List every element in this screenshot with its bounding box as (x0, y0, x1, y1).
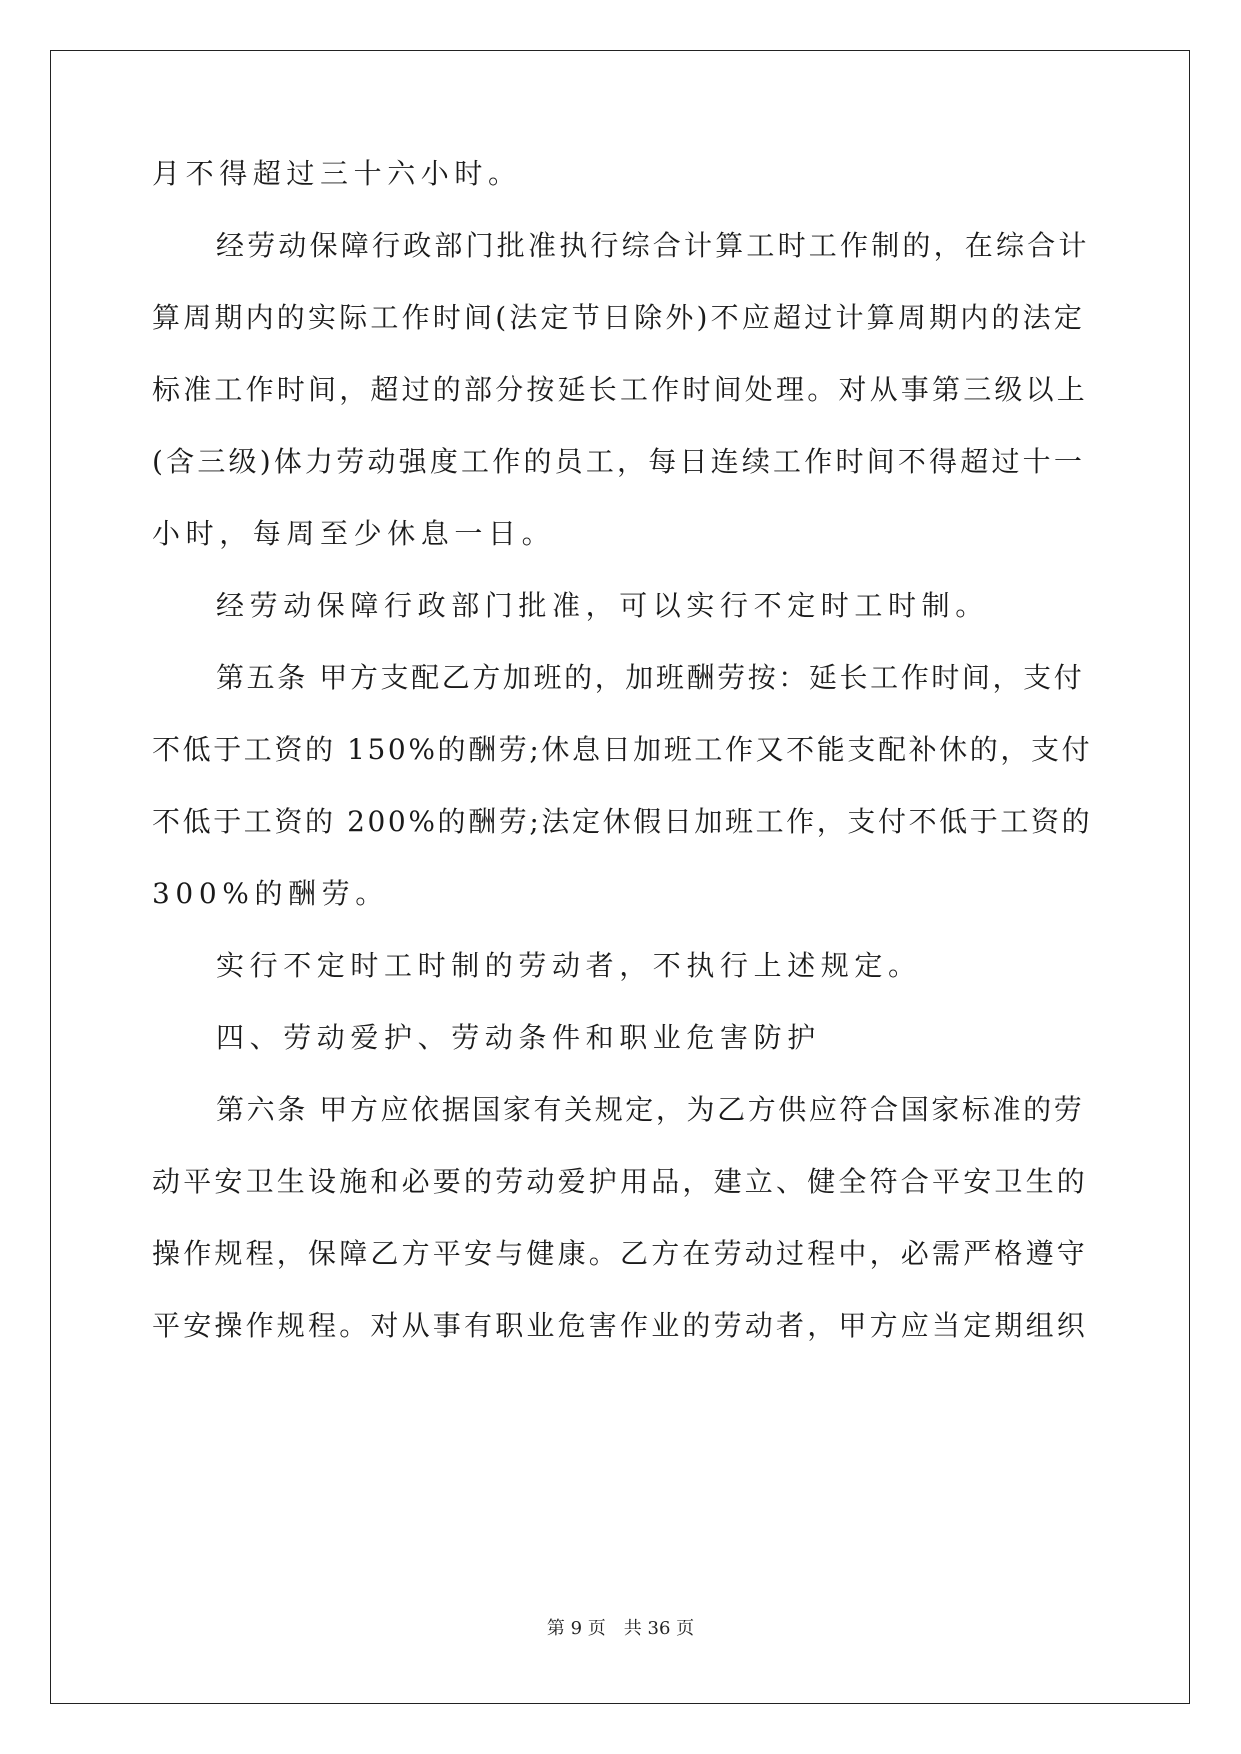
text-line: 第五条 甲方支配乙方加班的，加班酬劳按：延长工作时间，支付 (216, 661, 1085, 694)
text-line: 动平安卫生设施和必要的劳动爱护用品，建立、健全符合平安卫生的 (152, 1165, 1089, 1198)
text-line: 不低于工资的 150%的酬劳;休息日加班工作又不能支配补休的，支付 (152, 733, 1093, 766)
text-line: 300%的酬劳。 (152, 877, 389, 910)
page-number: 第 9 页 (546, 1618, 606, 1639)
text-line: 第六条 甲方应依据国家有关规定，为乙方供应符合国家标准的劳 (216, 1093, 1085, 1126)
text-line: 算周期内的实际工作时间(法定节日除外)不应超过计算周期内的法定 (152, 301, 1086, 334)
text-line: 实行不定时工时制的劳动者，不执行上述规定。 (216, 949, 922, 982)
text-line: 经劳动保障行政部门批准执行综合计算工时工作制的，在综合计 (216, 229, 1090, 262)
text-line: 平安操作规程。对从事有职业危害作业的劳动者，甲方应当定期组织 (152, 1309, 1089, 1342)
text-line: 标准工作时间，超过的部分按延长工作时间处理。对从事第三级以上 (152, 373, 1089, 406)
page-total: 共 36 页 (623, 1618, 695, 1639)
text-line: 小时，每周至少休息一日。 (152, 517, 556, 550)
text-line: 月不得超过三十六小时。 (152, 157, 522, 190)
text-line: 经劳动保障行政部门批准，可以实行不定时工时制。 (216, 589, 989, 622)
text-line: 操作规程，保障乙方平安与健康。乙方在劳动过程中，必需严格遵守 (152, 1237, 1089, 1270)
page-footer (0, 1617, 1241, 1641)
section-heading: 四、劳动爱护、劳动条件和职业危害防护 (216, 1021, 821, 1054)
text-line: (含三级)体力劳动强度工作的员工，每日连续工作时间不得超过十一 (152, 445, 1086, 478)
text-line: 不低于工资的 200%的酬劳;法定休假日加班工作，支付不低于工资的 (152, 805, 1093, 838)
